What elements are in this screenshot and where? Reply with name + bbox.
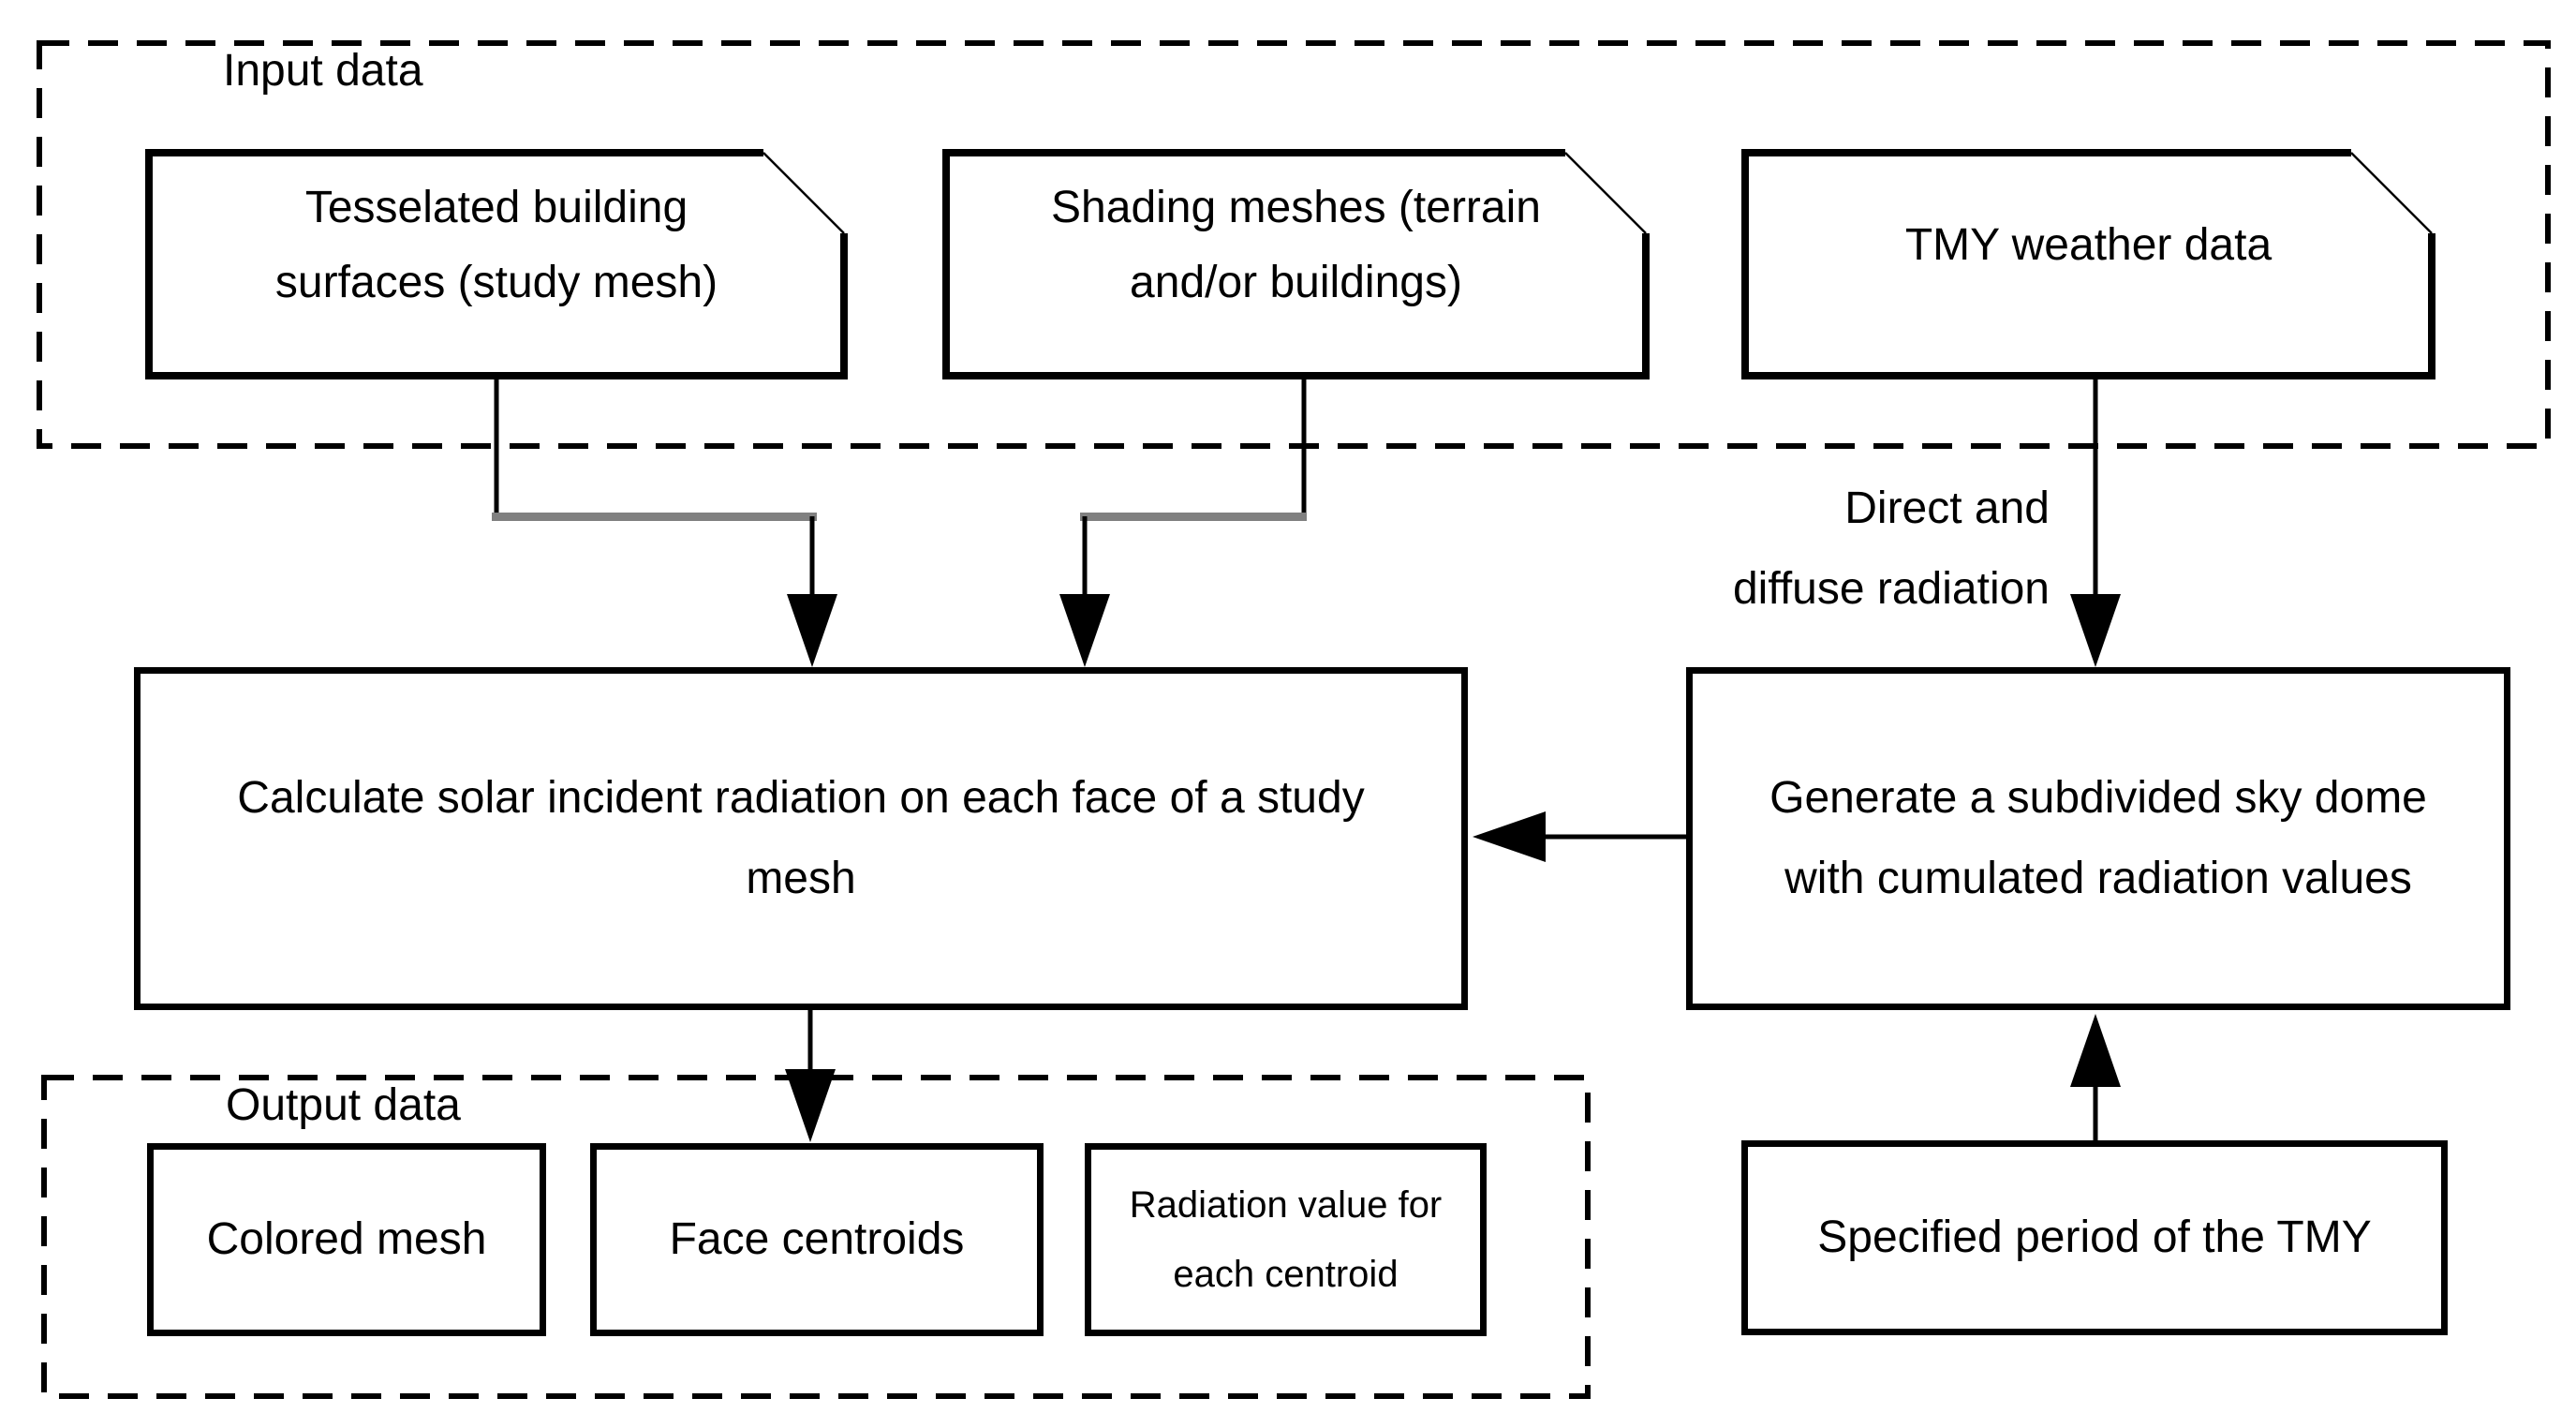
edge-tmy-to-skydome xyxy=(2070,379,2121,667)
node-specified-period xyxy=(1741,1140,2448,1335)
node-radiation-value xyxy=(1085,1143,1487,1336)
edge-shading-to-calculate xyxy=(1059,379,1307,667)
node-calculate-radiation xyxy=(134,667,1468,1010)
face-centroids-label: Face centroids xyxy=(669,1214,965,1264)
edge-specified-to-skydome xyxy=(2070,1014,2121,1140)
node-sky-dome xyxy=(1686,667,2510,1010)
specified-period-label: Specified period of the TMY xyxy=(1817,1212,2372,1262)
input-group-label: Input data xyxy=(223,46,423,96)
colored-mesh-label: Colored mesh xyxy=(206,1214,487,1264)
sky-dome-label: Generate a subdivided sky dome with cumulated radiation values xyxy=(1769,773,2427,903)
radiation-value-label: Radiation value for each centroid xyxy=(1129,1184,1443,1295)
output-group-label: Output data xyxy=(226,1080,461,1130)
node-tmy-weather xyxy=(1741,149,2435,379)
edge-tesselated-to-calculate xyxy=(492,379,837,667)
tmy-label: TMY weather data xyxy=(1904,220,2273,270)
edge-calculate-to-output xyxy=(785,1010,836,1142)
tesselated-label: Tesselated building surfaces (study mesh) xyxy=(274,183,718,307)
node-shading-meshes xyxy=(942,149,1650,379)
shading-label: Shading meshes (terrain and/or buildings) xyxy=(1051,183,1541,307)
edge-skydome-to-calculate xyxy=(1473,811,1686,862)
node-tesselated-building xyxy=(145,149,848,379)
node-colored-mesh xyxy=(147,1143,546,1336)
node-face-centroids xyxy=(590,1143,1044,1336)
calculate-label: Calculate solar incident radiation on each face of a study mesh xyxy=(237,773,1365,903)
edge-label-direct-diffuse: Direct and diffuse radiation xyxy=(1732,483,2050,614)
